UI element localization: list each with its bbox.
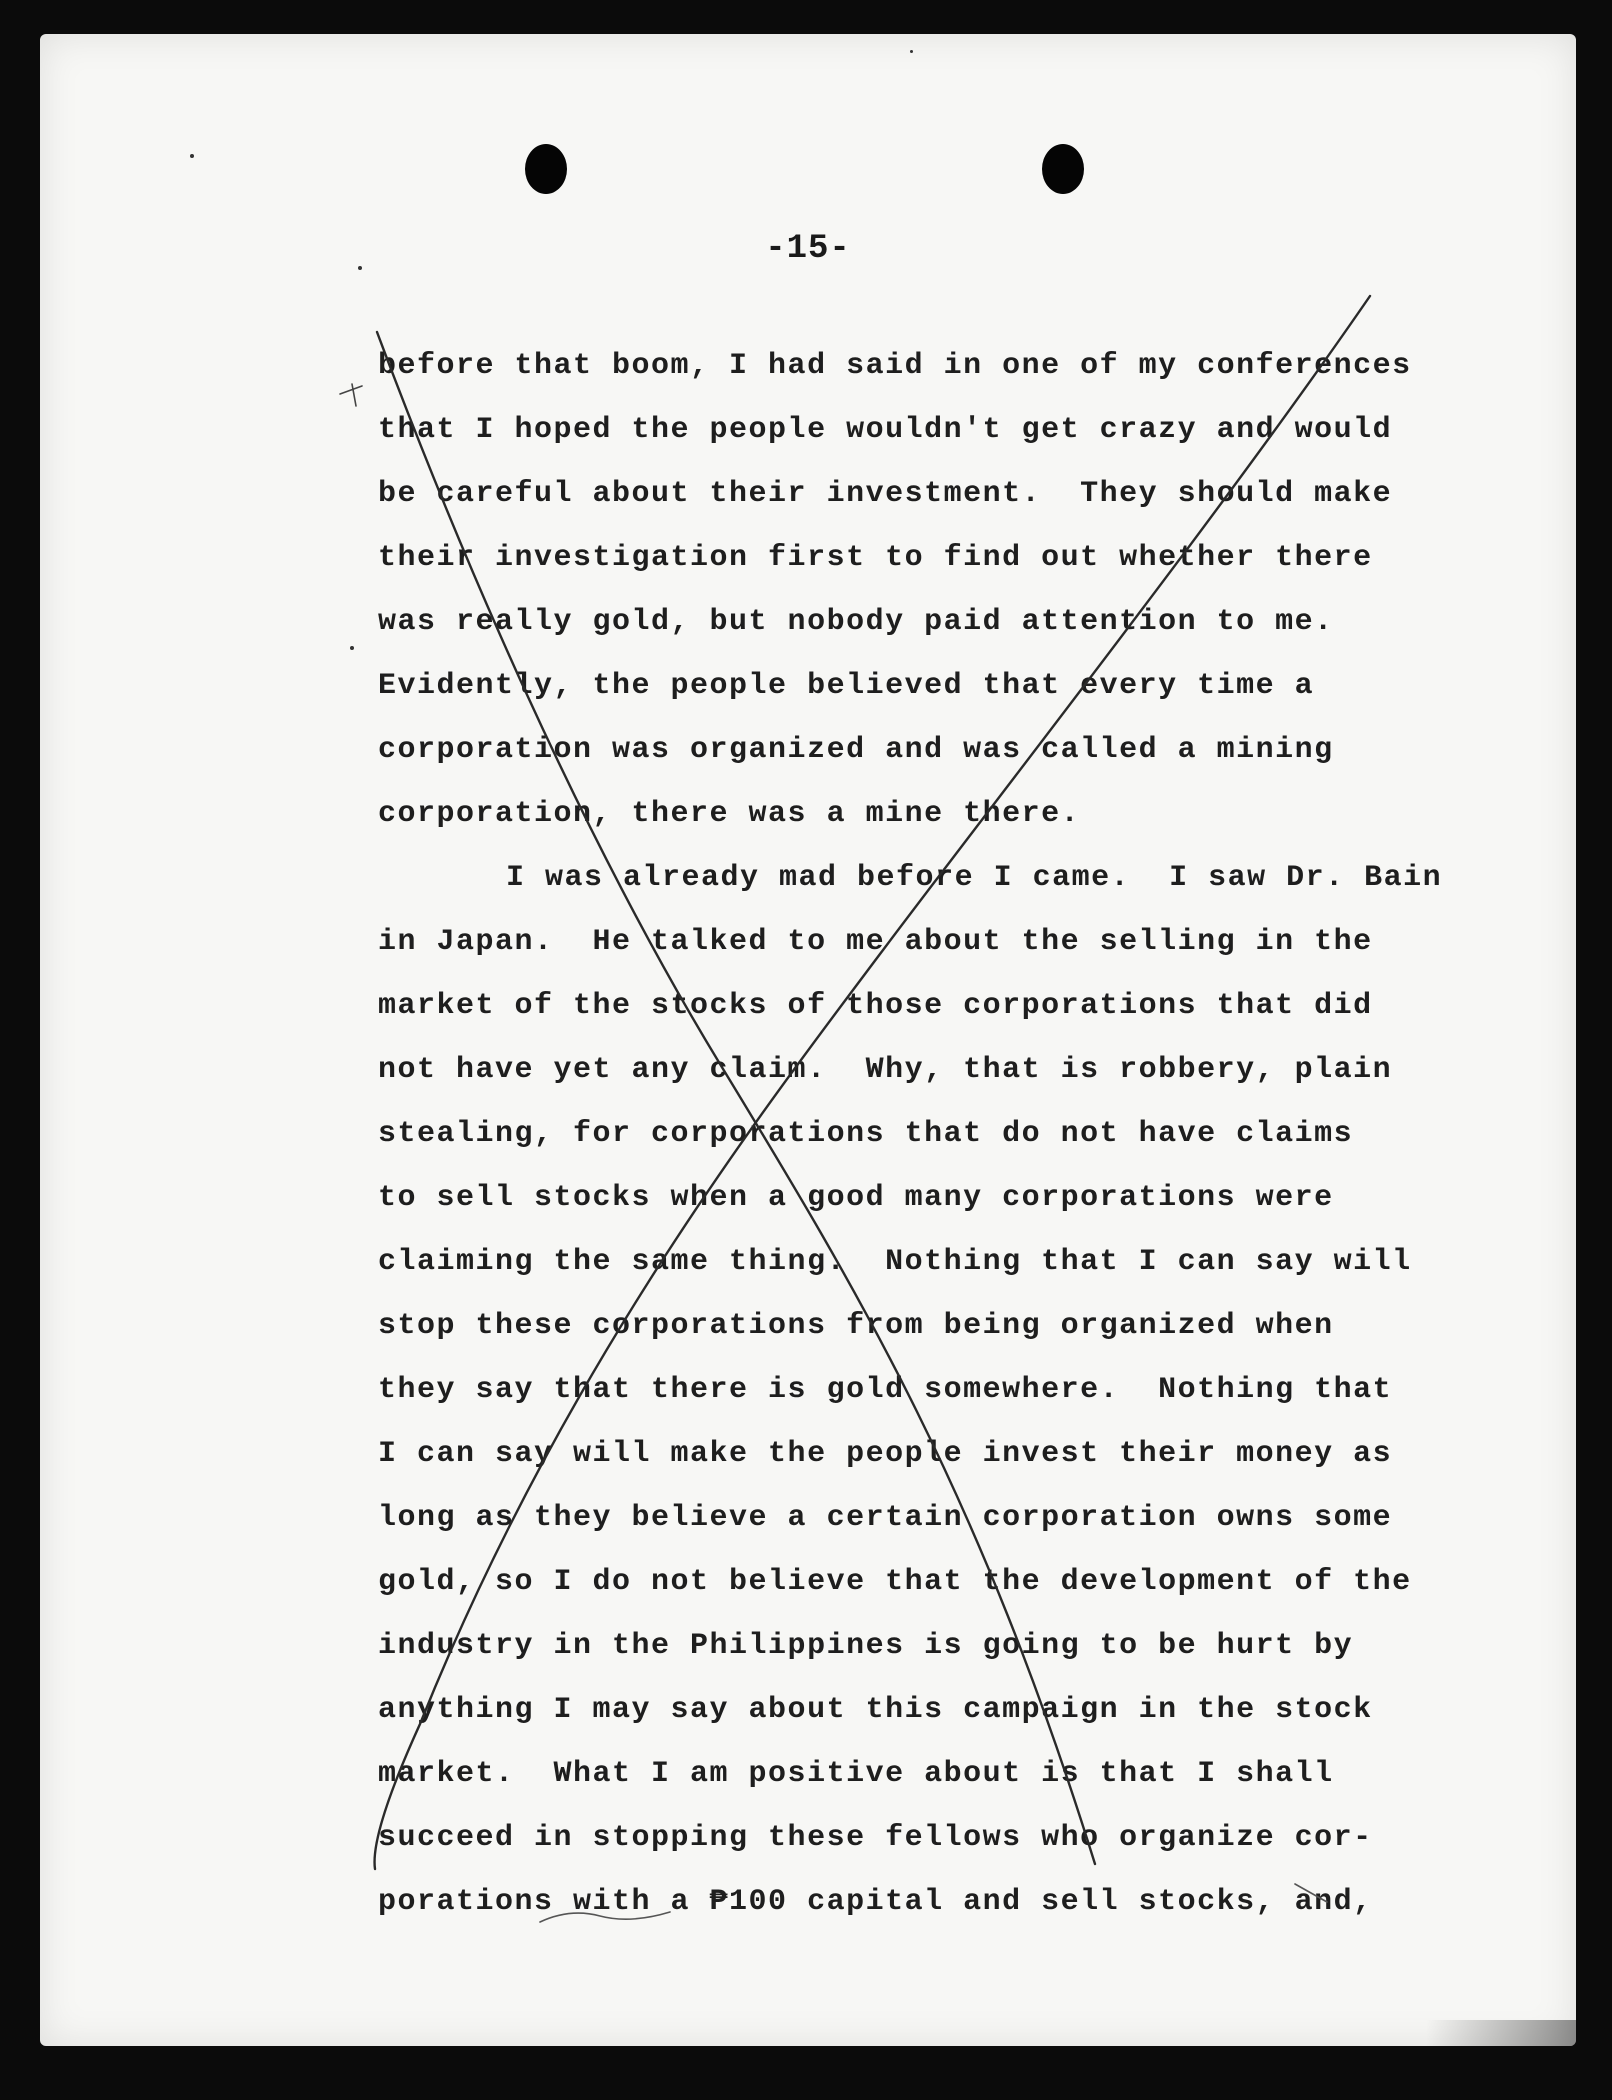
text-line: market of the stocks of those corporations that did (378, 989, 1373, 1023)
text-line: succeed in stopping these fellows who organize cor- (378, 1821, 1373, 1855)
text-line: industry in the Philippines is going to be hurt by (378, 1629, 1354, 1663)
text-line: claiming the same thing. Nothing that I can say will (378, 1245, 1412, 1279)
text-line: anything I may say about this campaign in the stock (378, 1693, 1373, 1727)
text-line: in Japan. He talked to me about the selling in the (378, 925, 1373, 959)
text-line: before that boom, I had said in one of my conferences (378, 349, 1412, 383)
text-line: corporation was organized and was called a mining (378, 733, 1334, 767)
text-line: not have yet any claim. Why, that is robbery, plain (378, 1053, 1393, 1087)
scan-edge (1426, 2020, 1576, 2046)
text-line: I can say will make the people invest their money as (378, 1437, 1393, 1471)
text-line: gold, so I do not believe that the development of the (378, 1565, 1412, 1599)
body-text (378, 334, 1478, 1934)
punch-hole-left (525, 144, 567, 194)
text-line: Evidently, the people believed that every time a (378, 669, 1315, 703)
text-line: be careful about their investment. They should make (378, 477, 1393, 511)
speck (350, 646, 354, 650)
text-line: long as they believe a certain corporation owns some (378, 1501, 1393, 1535)
text-line: they say that there is gold somewhere. Nothing that (378, 1373, 1393, 1407)
document-page (40, 34, 1576, 2046)
text-line: that I hoped the people wouldn't get crazy and would (378, 413, 1393, 447)
text-line: I was already mad before I came. I saw Dr. Bain (506, 861, 1443, 895)
speck (910, 50, 913, 53)
page-number: -15- (765, 230, 851, 268)
punch-hole-right (1042, 144, 1084, 194)
text-line: stop these corporations from being organized when (378, 1309, 1334, 1343)
text-line: their investigation first to find out whether there (378, 541, 1373, 575)
speck (190, 154, 194, 158)
text-line: corporation, there was a mine there. (378, 797, 1081, 831)
margin-mark (340, 384, 362, 406)
text-line: was really gold, but nobody paid attention to me. (378, 605, 1334, 639)
text-line: stealing, for corporations that do not have claims (378, 1117, 1354, 1151)
text-line: porations with a ₱100 capital and sell stocks, and, (378, 1885, 1373, 1919)
text-line: market. What I am positive about is that I shall (378, 1757, 1334, 1791)
text-line: to sell stocks when a good many corporations were (378, 1181, 1334, 1215)
speck (358, 266, 362, 270)
